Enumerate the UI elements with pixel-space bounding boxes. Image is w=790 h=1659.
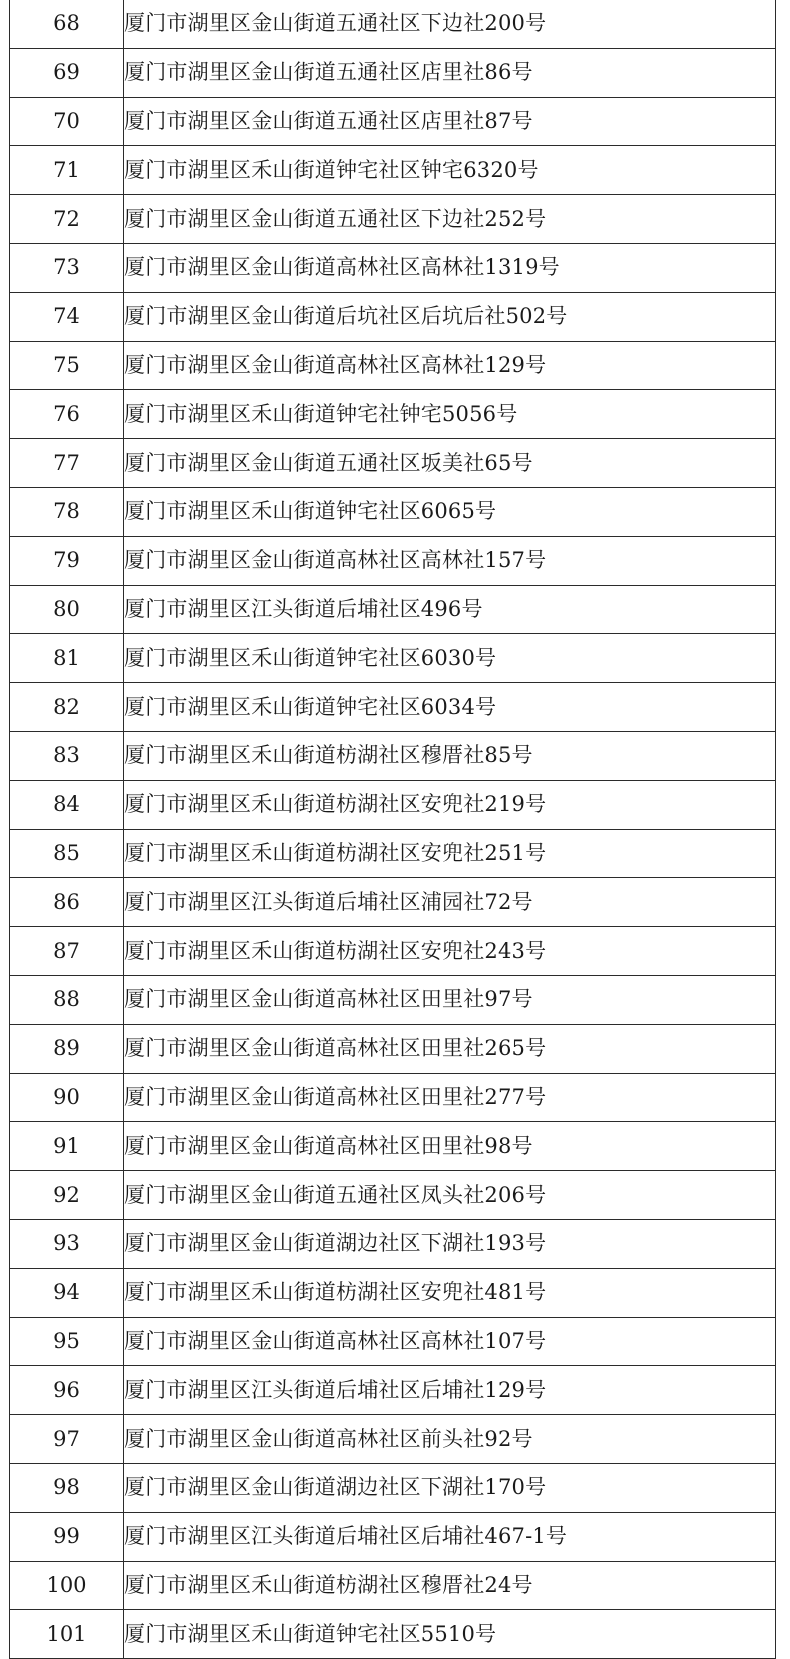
- address-cell: 厦门市湖里区金山街道五通社区坂美社65号: [124, 439, 776, 488]
- table-row: [10, 780, 776, 829]
- row-number-cell: 71: [10, 146, 124, 195]
- address-cell: 厦门市湖里区金山街道湖边社区下湖社193号: [124, 1219, 776, 1268]
- row-number-cell: 92: [10, 1171, 124, 1220]
- address-cell: 厦门市湖里区江头街道后埔社区496号: [124, 585, 776, 634]
- table-row: [10, 1024, 776, 1073]
- row-number-cell: 80: [10, 585, 124, 634]
- address-cell: 厦门市湖里区江头街道后埔社区浦园社72号: [124, 878, 776, 927]
- row-number-cell: 72: [10, 195, 124, 244]
- address-cell: 厦门市湖里区金山街道高林社区前头社92号: [124, 1415, 776, 1464]
- row-number-cell: 94: [10, 1268, 124, 1317]
- address-cell: 厦门市湖里区金山街道五通社区凤头社206号: [124, 1171, 776, 1220]
- table-row: [10, 1610, 776, 1659]
- table-row: [10, 1219, 776, 1268]
- table-row: [10, 390, 776, 439]
- address-cell: 厦门市湖里区禾山街道枋湖社区安兜社243号: [124, 927, 776, 976]
- row-number-cell: 78: [10, 487, 124, 536]
- table-row: [10, 292, 776, 341]
- address-cell: 厦门市湖里区金山街道后坑社区后坑后社502号: [124, 292, 776, 341]
- address-cell: 厦门市湖里区金山街道高林社区田里社98号: [124, 1122, 776, 1171]
- address-cell: 厦门市湖里区江头街道后埔社区后埔社129号: [124, 1366, 776, 1415]
- table-row: [10, 878, 776, 927]
- address-cell: 厦门市湖里区金山街道五通社区店里社86号: [124, 48, 776, 97]
- row-number-cell: 95: [10, 1317, 124, 1366]
- row-number-cell: 89: [10, 1024, 124, 1073]
- row-number-cell: 93: [10, 1219, 124, 1268]
- row-number-cell: 87: [10, 927, 124, 976]
- row-number-cell: 74: [10, 292, 124, 341]
- row-number-cell: 91: [10, 1122, 124, 1171]
- address-cell: 厦门市湖里区禾山街道枋湖社区穆厝社85号: [124, 731, 776, 780]
- table-row: [10, 731, 776, 780]
- table-row: [10, 1073, 776, 1122]
- table-row: [10, 1463, 776, 1512]
- row-number-cell: 73: [10, 243, 124, 292]
- row-number-cell: 100: [10, 1561, 124, 1610]
- row-number-cell: 70: [10, 97, 124, 146]
- table-row: [10, 975, 776, 1024]
- table-row: [10, 1366, 776, 1415]
- address-table: [9, 0, 776, 1659]
- table-row: [10, 341, 776, 390]
- row-number-cell: 97: [10, 1415, 124, 1464]
- row-number-cell: 76: [10, 390, 124, 439]
- table-row: [10, 0, 776, 48]
- row-number-cell: 85: [10, 829, 124, 878]
- address-cell: 厦门市湖里区禾山街道枋湖社区穆厝社24号: [124, 1561, 776, 1610]
- document-page: [9, 0, 776, 1659]
- address-cell: 厦门市湖里区禾山街道钟宅社钟宅5056号: [124, 390, 776, 439]
- address-cell: 厦门市湖里区金山街道高林社区田里社265号: [124, 1024, 776, 1073]
- address-cell: 厦门市湖里区金山街道五通社区店里社87号: [124, 97, 776, 146]
- address-cell: 厦门市湖里区禾山街道枋湖社区安兜社251号: [124, 829, 776, 878]
- address-cell: 厦门市湖里区禾山街道钟宅社区6065号: [124, 487, 776, 536]
- row-number-cell: 75: [10, 341, 124, 390]
- row-number-cell: 68: [10, 0, 124, 48]
- row-number-cell: 90: [10, 1073, 124, 1122]
- address-cell: 厦门市湖里区禾山街道枋湖社区安兜社481号: [124, 1268, 776, 1317]
- address-cell: 厦门市湖里区金山街道五通社区下边社252号: [124, 195, 776, 244]
- table-row: [10, 634, 776, 683]
- address-cell: 厦门市湖里区江头街道后埔社区后埔社467-1号: [124, 1512, 776, 1561]
- table-row: [10, 683, 776, 732]
- table-row: [10, 195, 776, 244]
- table-row: [10, 1268, 776, 1317]
- row-number-cell: 101: [10, 1610, 124, 1659]
- address-cell: 厦门市湖里区金山街道高林社区高林社1319号: [124, 243, 776, 292]
- table-row: [10, 487, 776, 536]
- address-cell: 厦门市湖里区金山街道高林社区高林社129号: [124, 341, 776, 390]
- table-row: [10, 1561, 776, 1610]
- row-number-cell: 99: [10, 1512, 124, 1561]
- address-cell: 厦门市湖里区金山街道高林社区田里社97号: [124, 975, 776, 1024]
- table-row: [10, 829, 776, 878]
- address-table-body: [10, 0, 776, 1659]
- table-row: [10, 97, 776, 146]
- table-row: [10, 1171, 776, 1220]
- row-number-cell: 98: [10, 1463, 124, 1512]
- table-row: [10, 585, 776, 634]
- row-number-cell: 86: [10, 878, 124, 927]
- address-cell: 厦门市湖里区禾山街道钟宅社区5510号: [124, 1610, 776, 1659]
- address-cell: 厦门市湖里区禾山街道钟宅社区6030号: [124, 634, 776, 683]
- address-cell: 厦门市湖里区金山街道高林社区高林社157号: [124, 536, 776, 585]
- row-number-cell: 81: [10, 634, 124, 683]
- row-number-cell: 82: [10, 683, 124, 732]
- table-row: [10, 1317, 776, 1366]
- row-number-cell: 88: [10, 975, 124, 1024]
- row-number-cell: 77: [10, 439, 124, 488]
- row-number-cell: 69: [10, 48, 124, 97]
- table-row: [10, 439, 776, 488]
- row-number-cell: 84: [10, 780, 124, 829]
- table-row: [10, 1415, 776, 1464]
- row-number-cell: 96: [10, 1366, 124, 1415]
- table-row: [10, 536, 776, 585]
- address-cell: 厦门市湖里区金山街道高林社区田里社277号: [124, 1073, 776, 1122]
- address-cell: 厦门市湖里区金山街道五通社区下边社200号: [124, 0, 776, 48]
- row-number-cell: 83: [10, 731, 124, 780]
- table-row: [10, 1122, 776, 1171]
- table-row: [10, 146, 776, 195]
- table-row: [10, 1512, 776, 1561]
- address-cell: 厦门市湖里区金山街道湖边社区下湖社170号: [124, 1463, 776, 1512]
- address-cell: 厦门市湖里区禾山街道钟宅社区6034号: [124, 683, 776, 732]
- table-row: [10, 927, 776, 976]
- address-cell: 厦门市湖里区禾山街道枋湖社区安兜社219号: [124, 780, 776, 829]
- address-cell: 厦门市湖里区金山街道高林社区高林社107号: [124, 1317, 776, 1366]
- address-cell: 厦门市湖里区禾山街道钟宅社区钟宅6320号: [124, 146, 776, 195]
- table-row: [10, 48, 776, 97]
- row-number-cell: 79: [10, 536, 124, 585]
- table-row: [10, 243, 776, 292]
